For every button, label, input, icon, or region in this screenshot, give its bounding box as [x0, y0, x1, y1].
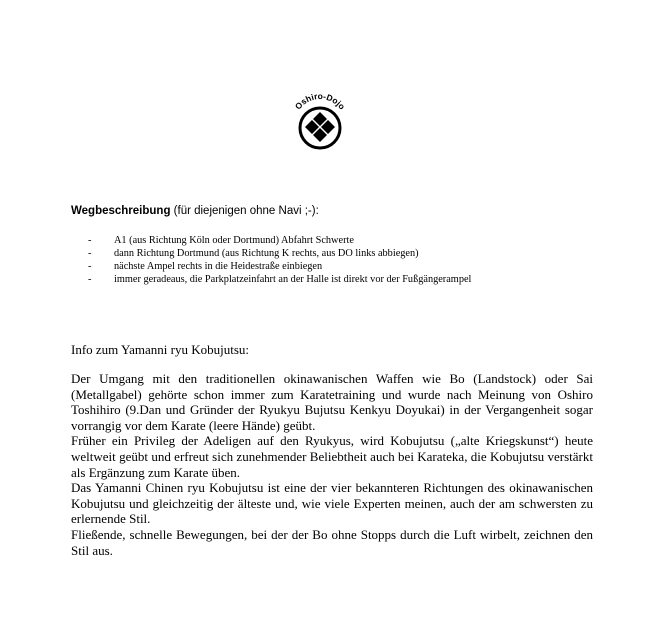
info-body: [71, 371, 593, 558]
directions-item: [88, 234, 558, 247]
directions-item: [88, 260, 558, 273]
directions-heading-bold: Wegbeschreibung: [71, 205, 171, 217]
directions-item: [88, 247, 558, 260]
info-paragraph: Das Yamanni Chinen ryu Kobujutsu ist eine der vier bekannteren Richtungen des okinawanischen Kobujutsu und gleichzeitig der älteste und, wie viele Experten meinen, auch der am schwersten zu erlernende Stil.: [71, 480, 593, 527]
info-paragraph: Fließende, schnelle Bewegungen, bei der der Bo ohne Stopps durch die Luft wirbelt, zeichnen den Stil aus.: [71, 526, 593, 558]
directions-item: [88, 273, 558, 286]
directions-item-text: nächste Ampel rechts in die Heidestraße einbiegen: [114, 261, 323, 272]
dash-bullet: -: [88, 248, 92, 259]
oshiro-dojo-logo: [284, 84, 356, 156]
info-paragraph: Früher ein Privileg der Adeligen auf den Ryukyus, wird Kobujutsu („alte Kriegskunst“) heute weltweit geübt und erfreut sich zunehmender Beliebtheit auch bei Karateka, die Kobujutsu verstärkt als Ergänzung zum Karate üben.: [71, 433, 593, 480]
directions-item-text: dann Richtung Dortmund (aus Richtung K rechts, aus DO links abbiegen): [114, 248, 419, 259]
logo-text: Oshiro-Dojo: [292, 90, 348, 112]
directions-heading: [71, 205, 319, 217]
directions-item-text: immer geradeaus, die Parkplatzeinfahrt an der Halle ist direkt vor der Fußgängerampel: [114, 274, 472, 285]
directions-list: [88, 234, 558, 286]
directions-item-text: A1 (aus Richtung Köln oder Dortmund) Abfahrt Schwerte: [114, 235, 354, 246]
dash-bullet: -: [88, 274, 92, 285]
dash-bullet: -: [88, 261, 92, 272]
info-heading: Info zum Yamanni ryu Kobujutsu:: [71, 342, 250, 357]
dash-bullet: -: [88, 235, 92, 246]
info-paragraph: Der Umgang mit den traditionellen okinawanischen Waffen wie Bo (Landstock) oder Sai (Metallgabel) gehörte schon immer zum Karatetraining und wurde nach Meinung von Oshiro Toshihiro (9.Dan und Gründer der Ryukyu Bujutsu Kenkyu Doyukai) in der Vergangenheit sogar vorrangig vor dem Karate (leere Hände) geübt.: [71, 371, 593, 433]
directions-heading-rest: (für diejenigen ohne Navi ;-):: [170, 205, 319, 217]
